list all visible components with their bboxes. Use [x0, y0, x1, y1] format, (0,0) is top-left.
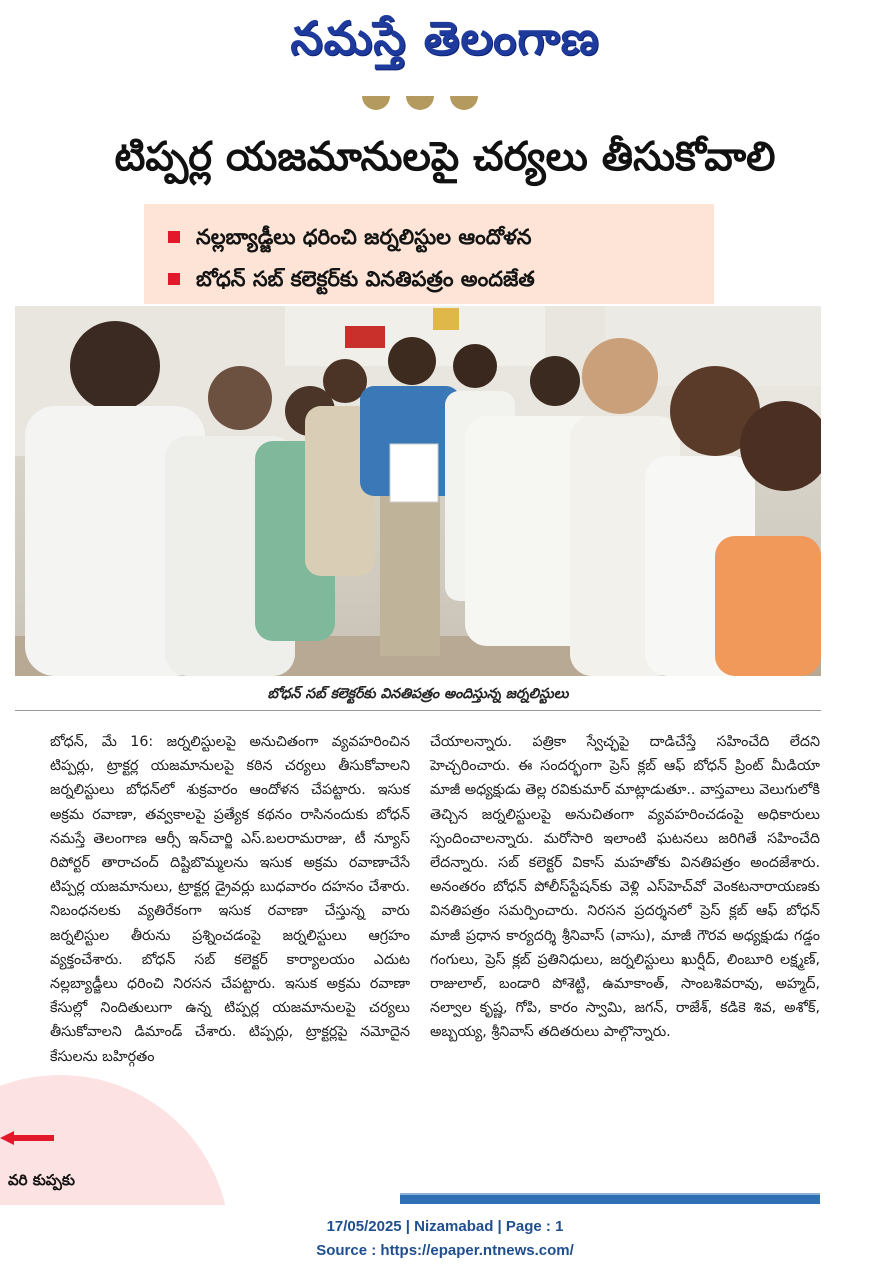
masthead: [0, 0, 890, 80]
adjacent-article-bar: [400, 1193, 820, 1204]
article-column-right: చేయాలన్నారు. పత్రికా స్వేచ్ఛపై దాడిచేస్తే సహించేది లేదని హెచ్చరించారు. ఈ సందర్భంగా ప్రెస్ క్లబ్ ఆఫ్ బోధన్ ప్రింట్ మీడియా మాజీ అధ్యక్షుడు తెల్ల రవికుమార్ మాట్లాడుతూ.. వాస్తవాలు వెలుగులోకి తెచ్చిన జర్నలిస్టులపై అనుచితంగా వ్యవహరించడంపై అధికారులు స్పందించాలన్నారు. మరోసారి ఇలాంటి ఘటనలు జరిగితే సహించేది లేదన్నారు. సబ్ కలెక్టర్ వికాస్ మహతోకు వినతిపత్రం అందజేశారు. అనంతరం బోధన్ పోలీస్‌స్టేషన్‌కు వెళ్లి ఎస్‌హెచ్‌వో వెంకటనారాయణకు వినతిపత్రం సమర్పించారు. నిరసన ప్రదర్శనలో ప్రెస్ క్లబ్ ఆఫ్ బోధన్ మాజీ ప్రధాన కార్యదర్శి శ్రీనివాస్ (వాసు), మాజీ గౌరవ అధ్యక్షుడు గడ్డం గంగులు, ప్రెస్ క్లబ్ ప్రతినిధులు, జర్నలిస్టులు ఖుర్షీద్, లింబూరి లక్ష్మణ్, రాజులాల్, బండారి పోశెట్టి, ఉమాకాంత్, సాంబశివరావు, అహ్మద్, నల్వాల కృష్ణ, గోపి, కారం స్వామి, జగన్, రాజేశ్, కడికె శివ, అశోక్, అబ్బయ్య, శ్రీనివాస్ తదితరులు పాల్గొన్నారు.: [430, 734, 820, 1041]
snippet-text: వరి కుప్పకు: [8, 1171, 75, 1189]
footer-source-link[interactable]: Source : https://epaper.ntnews.com/: [316, 1242, 574, 1259]
footer-edition-line: 17/05/2025 | Nizamabad | Page : 1: [326, 1218, 564, 1235]
news-photo: [15, 306, 821, 676]
square-bullet-icon: [168, 231, 180, 243]
square-bullet-icon: [168, 273, 180, 285]
article-column-left: బోధన్, మే 16: జర్నలిస్టులపై అనుచితంగా వ్యవహరించిన టిప్పర్లు, ట్రాక్టర్ల యజమానులపై కఠిన చర్యలు తీసుకోవాలని జర్నలిస్టులు బోధన్‌లో శుక్రవారం ఆందోళన చేపట్టారు. ఇసుక అక్రమ రవాణా, తవ్వకాలపై ప్రత్యేక కథనం రాసినందుకు బోధన్ నమస్తే తెలంగాణ ఆర్సీ ఇన్‌చార్జి ఎస్.బలరామరాజు, టీ న్యూస్ రిపోర్టర్ తారాచంద్ దిష్టిబొమ్మలను ఇసుక అక్రమ రవాణాచేసే టిప్పర్ల యజమానులు, ట్రాక్టర్ల డ్రైవర్లు బుధవారం దహనం చేశారు. నిబంధనలకు వ్యతిరేకంగా ఇసుక రవాణా చేస్తున్న వారు జర్నలిస్టుల తీరును ప్రశ్నించడంపై జర్నలిస్టులు ఆగ్రహం వ్యక్తంచేశారు. బోధన్ సబ్ కలెక్టర్ కార్యాలయం ఎదుట నల్లబ్యాడ్జీలు ధరించి నిరసన చేపట్టారు. ఇసుక అక్రమ రవాణా కేసుల్లో నిందితులుగా ఉన్న టిప్పర్ల యజమానులపై చర్యలు తీసుకోవాలని డిమాండ్ చేశారు. టిప్పర్లు, ట్రాక్టర్లపై నమోదైన కేసులను బహిర్గతం: [50, 734, 410, 1065]
subheadline-2: [196, 262, 535, 296]
subheadline-box: [144, 204, 714, 304]
newspaper-logo: నమస్తే తెలంగాణ: [290, 11, 600, 65]
subheadline-1: [196, 220, 532, 254]
ornament-dot: [450, 96, 478, 110]
ornament-dot: [362, 96, 390, 110]
caption-divider: [15, 710, 821, 711]
subheadline-text: నల్లబ్యాడ్జీలు ధరించి జర్నలిస్టుల ఆందోళన: [196, 225, 532, 249]
photo-caption: బోధన్ సబ్ కలెక్టర్‌కు వినతిపత్రం అందిస్తున్న జర్నలిస్టులు: [267, 686, 569, 702]
adjacent-article-snippet: [0, 1075, 260, 1205]
photo-illustration: [15, 306, 821, 676]
subheadline-text: బోధన్ సబ్ కలెక్టర్‌కు వినతిపత్రం అందజేత: [196, 267, 535, 291]
ornament-dot: [406, 96, 434, 110]
left-arrow-icon: [0, 1131, 54, 1145]
masthead-ornament: [362, 96, 482, 112]
article-headline: టిప్పర్ల యజమానులపై చర్యలు తీసుకోవాలి: [114, 134, 776, 180]
